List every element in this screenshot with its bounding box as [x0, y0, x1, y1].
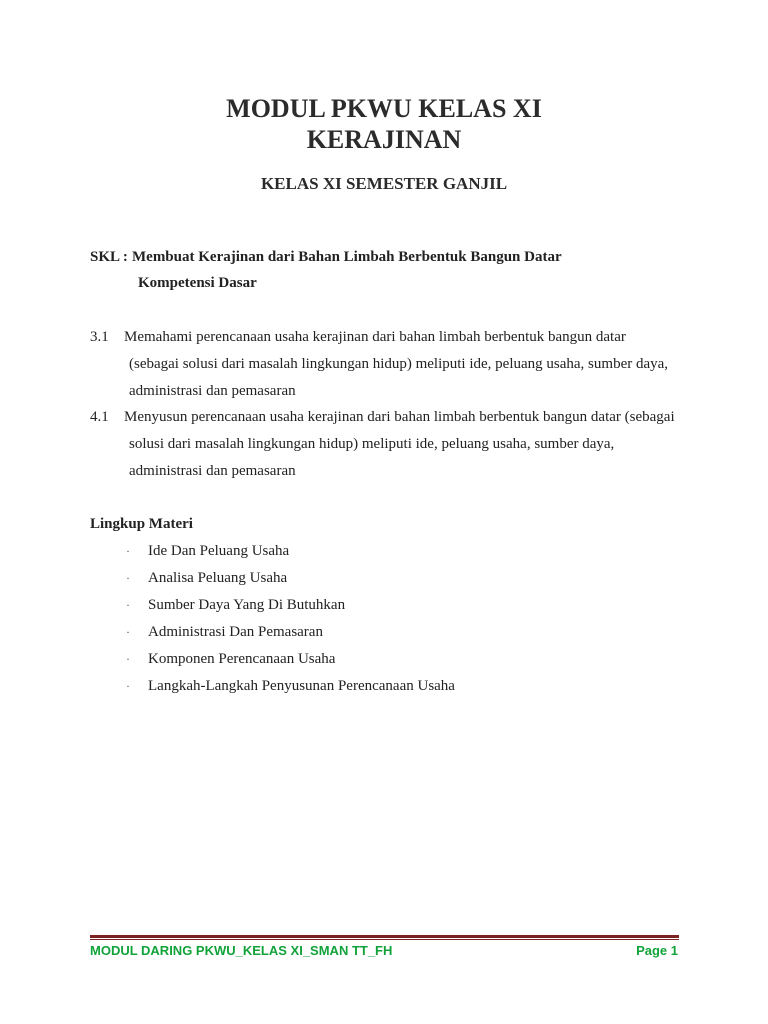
skl-label: SKL : — [90, 249, 128, 265]
bullet-marker: · — [126, 625, 130, 639]
list-item: Langkah-Langkah Penyusunan Perencanaan Usaha — [148, 678, 455, 694]
document-title-line2: KERAJINAN — [306, 125, 462, 154]
kompetensi-dasar-heading: Kompetensi Dasar — [138, 275, 257, 291]
kd-line: Menyusun perencanaan usaha kerajinan dari bahan limbah berbentuk bangun datar (sebagai — [124, 409, 675, 425]
list-item: Komponen Perencanaan Usaha — [148, 651, 336, 667]
page-number: Page 1 — [636, 943, 678, 958]
lingkup-materi-heading: Lingkup Materi — [90, 516, 193, 532]
bullet-marker: · — [126, 598, 130, 612]
bullet-marker: · — [126, 571, 130, 585]
list-item: Administrasi Dan Pemasaran — [148, 624, 323, 640]
bullet-marker: · — [126, 652, 130, 666]
skl-text: Membuat Kerajinan dari Bahan Limbah Berbentuk Bangun Datar — [132, 249, 562, 265]
footer-rule-thin — [90, 939, 679, 940]
document-title-line1: MODUL PKWU KELAS XI — [226, 94, 542, 123]
list-item: Analisa Peluang Usaha — [148, 570, 288, 586]
kd-line: solusi dari masalah lingkungan hidup) meliputi ide, peluang usaha, sumber daya, — [129, 436, 615, 452]
kd-line: (sebagai solusi dari masalah lingkungan hidup) meliputi ide, peluang usaha, sumber daya, — [129, 356, 669, 372]
list-item: Ide Dan Peluang Usaha — [148, 543, 290, 559]
kd-number: 4.1 — [90, 409, 109, 425]
bullet-marker: · — [126, 544, 130, 558]
kd-line: Memahami perencanaan usaha kerajinan dari bahan limbah berbentuk bangun datar — [124, 329, 626, 345]
kd-line: administrasi dan pemasaran — [129, 383, 296, 399]
footer-rule — [90, 935, 679, 938]
kd-number: 3.1 — [90, 329, 109, 345]
kd-line: administrasi dan pemasaran — [129, 463, 296, 479]
document-subtitle: KELAS XI SEMESTER GANJIL — [260, 174, 508, 193]
bullet-marker: · — [126, 679, 130, 693]
list-item: Sumber Daya Yang Di Butuhkan — [148, 597, 346, 613]
footer-module-name: MODUL DARING PKWU_KELAS XI_SMAN TT_FH — [90, 943, 393, 958]
